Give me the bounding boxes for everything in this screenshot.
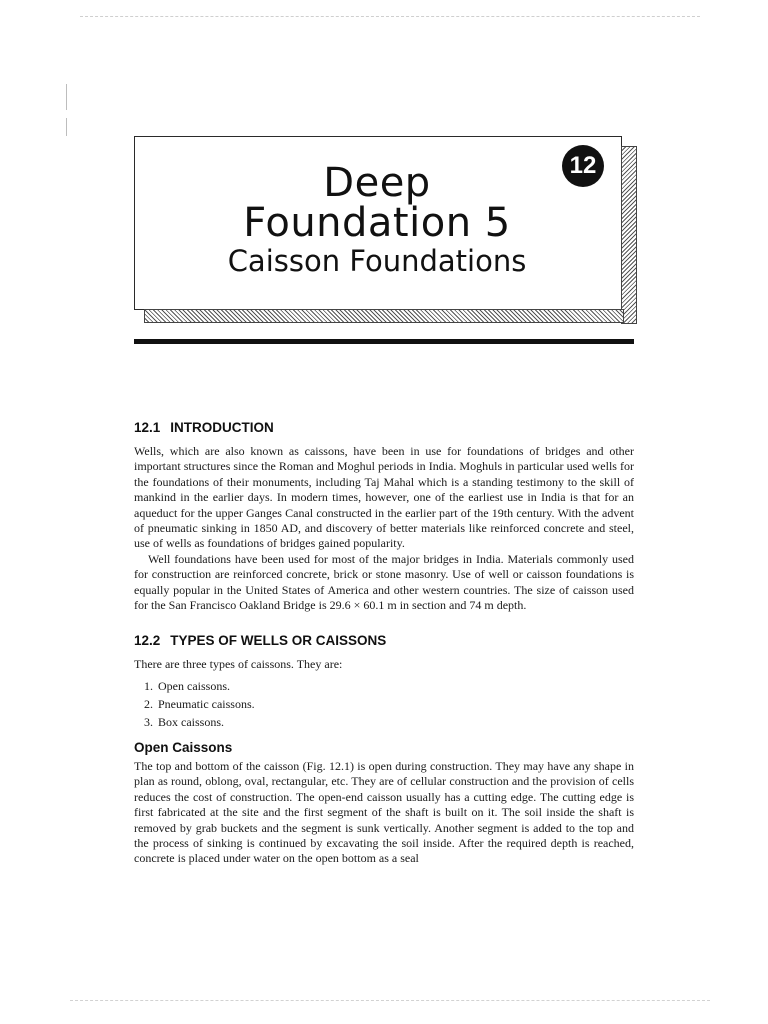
- header-box-shadow-bottom: [144, 309, 624, 323]
- section-heading-types: [134, 633, 634, 648]
- scan-margin-mark: [66, 84, 67, 110]
- scan-margin-mark: [66, 118, 67, 136]
- scan-artifact-bottom: [70, 1000, 710, 1001]
- caisson-types-list: [134, 677, 634, 731]
- header-rule: [134, 339, 634, 344]
- subsection-heading-open-caissons: Open Caissons: [134, 739, 233, 755]
- section-number: 12.2: [134, 633, 161, 649]
- section-title: INTRODUCTION: [170, 420, 274, 435]
- paragraph: Wells, which are also known as caissons, have been in use for foundations of bridges and other important structures since the Roman and Moghul periods in India. Moghuls in particular used wells for the foundations of their monuments, including Taj Mahal which is a standing testimony to the skill of mankind in the earlier days. In modern times, however, one of the earliest use in India is that for an aqueduct for the upper Ganges Canal constructed in the earlier part of the 19th century. With the advent of pneumatic sinking in 1850 AD, and discovery of better materials like reinforced concrete and steel, use of wells as foundations of bridges gained popularity.: [134, 444, 634, 551]
- chapter-subtitle: Caisson Foundations: [227, 244, 527, 278]
- paragraph: Well foundations have been used for most of the major bridges in India. Materials commonly used for construction are reinforced concrete, brick or stone masonry. Use of well or caisson foundations is equally popular in the United States of America and other western countries. The size of caisson used for the San Francisco Oakland Bridge is 29.6 × 60.1 m in section and 74 m depth.: [134, 551, 634, 613]
- section-number: 12.1: [134, 420, 161, 435]
- chapter-title-line2: Foundation 5: [243, 200, 511, 246]
- scan-artifact-top: [80, 16, 700, 17]
- section-heading-introduction: [134, 420, 634, 435]
- chapter-title-line1: Deep: [323, 160, 431, 206]
- section-title: TYPES OF WELLS OR CAISSONS: [170, 633, 387, 649]
- header-box-shadow-right: [621, 146, 637, 324]
- page-content: [134, 420, 634, 867]
- chapter-number-badge: 12: [562, 145, 604, 187]
- list-item: 3. Box caissons.: [156, 713, 634, 731]
- paragraph: There are three types of caissons. They are:: [134, 657, 343, 672]
- list-item: 2. Pneumatic caissons.: [156, 695, 634, 713]
- paragraph: The top and bottom of the caisson (Fig. 12.1) is open during construction. They may have any shape in plan as round, oblong, oval, rectangular, etc. They are of cellular construction and the provision of cells reduces the cost of construction. The open-end caisson usually has a cutting edge. The cutting edge is first fabricated at the site and the first segment of the shaft is built on it. The soil inside the shaft is removed by grab buckets and the segment is sunk vertically. Another segment is added to the top and the process of sinking is continued by excavating the soil inside. After the required depth is reached, concrete is placed under water on the open bottom as a seal: [134, 758, 634, 866]
- list-item: 1. Open caissons.: [156, 677, 634, 695]
